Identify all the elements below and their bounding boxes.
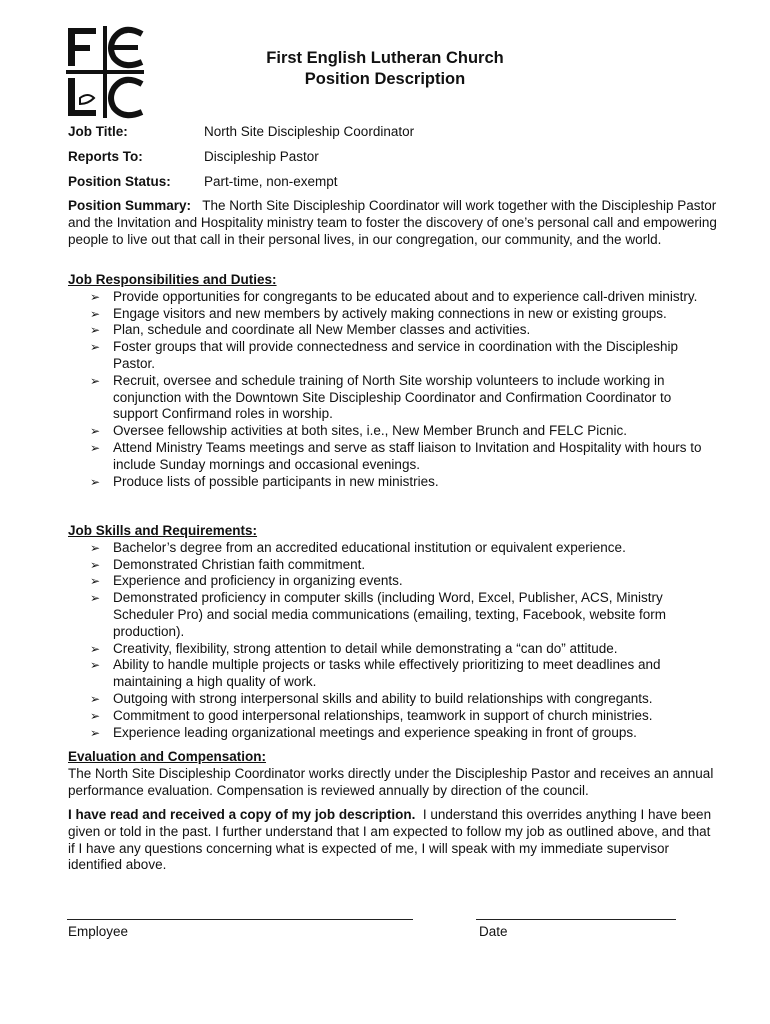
document-title: Position Description: [304, 70, 466, 88]
field-position-status: [68, 173, 338, 191]
list-item: ➢ Demonstrated Christian faith commitment.: [90, 556, 366, 572]
list-item: ➢ Provide opportunities for congregants to be educated about and to experience call-driven ministry.: [90, 288, 698, 304]
employee-label: Employee: [68, 924, 129, 939]
arrow-bullet-icon: ➢: [90, 708, 101, 723]
job-title-label: Job Title:: [68, 124, 128, 139]
date-signature-line: [476, 919, 676, 920]
acknowledgement-text: I understand this overrides anything I have been given or told in the past. I further understand that I am expected to follow my job as outlined above, and that if I have any questions concerning what is expected of me, I will speak with my immediate supervisor identified above.: [68, 807, 712, 873]
list-item: ➢ Plan, schedule and coordinate all New Member classes and activities.: [90, 322, 531, 338]
responsibilities-list: [68, 289, 718, 491]
acknowledgement-bold: I have read and received a copy of my job description.: [68, 807, 416, 822]
reports-to-value: Discipleship Pastor: [204, 149, 319, 164]
list-item: ➢ Demonstrated proficiency in computer skills (including Word, Excel, Publisher, ACS, Ministry Scheduler Pro) and social media communications (emailing, texting, Facebook, website form production).: [90, 590, 667, 639]
position-status-label: Position Status:: [68, 174, 171, 189]
list-item: ➢ Ability to handle multiple projects or tasks while effectively prioritizing to meet deadlines and maintaining a high quality of work.: [90, 657, 661, 690]
skills-heading: Job Skills and Requirements:: [68, 523, 258, 538]
list-item: ➢ Outgoing with strong interpersonal skills and ability to build relationships with congregants.: [90, 690, 653, 706]
skills-list: [68, 540, 718, 742]
arrow-bullet-icon: ➢: [90, 323, 101, 338]
list-item: ➢ Bachelor’s degree from an accredited educational institution or equivalent experience.: [90, 539, 626, 555]
arrow-bullet-icon: ➢: [90, 306, 101, 321]
arrow-bullet-icon: ➢: [90, 557, 101, 572]
arrow-bullet-icon: ➢: [90, 725, 101, 740]
arrow-bullet-icon: ➢: [90, 424, 101, 439]
reports-to-label: Reports To:: [68, 149, 143, 164]
field-reports-to: [68, 148, 319, 166]
list-item: ➢ Commitment to good interpersonal relationships, teamwork in support of church ministries.: [90, 707, 653, 723]
arrow-bullet-icon: ➢: [90, 340, 101, 355]
arrow-bullet-icon: ➢: [90, 540, 101, 555]
job-title-value: North Site Discipleship Coordinator: [204, 124, 415, 139]
responsibilities-heading: Job Responsibilities and Duties:: [68, 272, 277, 287]
arrow-bullet-icon: ➢: [90, 373, 101, 388]
position-summary: [68, 198, 718, 248]
arrow-bullet-icon: ➢: [90, 474, 101, 489]
position-status-value: Part-time, non-exempt: [204, 174, 338, 189]
list-item: ➢ Experience and proficiency in organizing events.: [90, 573, 403, 589]
summary-text: The North Site Discipleship Coordinator will work together with the Discipleship Pastor and the Invitation and Hospitality ministry team to foster the discovery of one’s personal call and empowering people to live out that call in their personal lives, in our congregation, our community, and the world.: [68, 198, 717, 247]
employee-signature-line: [67, 919, 413, 920]
arrow-bullet-icon: ➢: [90, 591, 101, 606]
document-header: [200, 48, 570, 90]
list-item: ➢ Creativity, flexibility, strong attention to detail while demonstrating a “can do” attitude.: [90, 640, 618, 656]
arrow-bullet-icon: ➢: [90, 691, 101, 706]
list-item: ➢ Engage visitors and new members by actively making connections in new or existing groups.: [90, 305, 667, 321]
responsibilities-section: [68, 272, 718, 490]
skills-section: [68, 523, 718, 741]
arrow-bullet-icon: ➢: [90, 289, 101, 304]
date-label: Date: [479, 924, 508, 939]
list-item: ➢ Attend Ministry Teams meetings and serve as staff liaison to Invitation and Hospitality with hours to include Sunday mornings and occasional evenings.: [90, 439, 702, 472]
evaluation-section: [68, 749, 718, 799]
evaluation-heading: Evaluation and Compensation:: [68, 749, 267, 764]
list-item: ➢ Foster groups that will provide connectedness and service in coordination with the Discipleship Pastor.: [90, 339, 679, 371]
acknowledgement: [68, 807, 718, 874]
arrow-bullet-icon: ➢: [90, 658, 101, 673]
list-item: ➢ Oversee fellowship activities at both sites, i.e., New Member Brunch and FELC Picnic.: [90, 423, 627, 439]
church-name: First English Lutheran Church: [266, 49, 504, 67]
list-item: ➢ Experience leading organizational meetings and experience speaking in front of groups.: [90, 724, 637, 740]
list-item: ➢ Produce lists of possible participants in new ministries.: [90, 473, 439, 489]
arrow-bullet-icon: ➢: [90, 574, 101, 589]
arrow-bullet-icon: ➢: [90, 440, 101, 455]
field-job-title: [68, 123, 414, 141]
felc-logo: [64, 24, 146, 120]
list-item: ➢ Recruit, oversee and schedule training of North Site worship volunteers to include working in conjunction with the Downtown Site Discipleship Coordinator and Confirmation Coordinator to support Confirmand roles in worship.: [90, 372, 672, 422]
evaluation-text: The North Site Discipleship Coordinator works directly under the Discipleship Pastor and receives an annual performance evaluation. Compensation is reviewed annually by direction of the council.: [68, 765, 714, 798]
summary-label: Position Summary:: [68, 198, 192, 213]
arrow-bullet-icon: ➢: [90, 641, 101, 656]
